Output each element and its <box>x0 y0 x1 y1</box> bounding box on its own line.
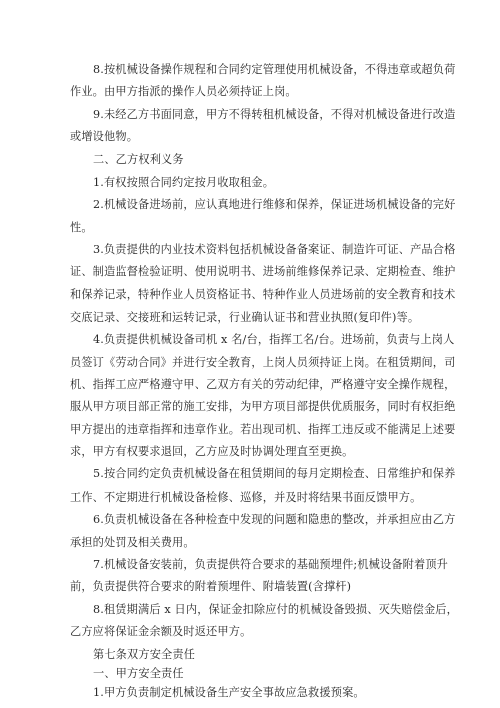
section-heading: 一、甲方安全责任 <box>93 666 184 680</box>
text-line: 前，负责提供符合要求的附着预埋件、附墙装置(含撑杆) <box>70 580 352 594</box>
text-line: 6.负责机械设备在各种检查中发现的问题和隐患的整改，并承担应由乙方 <box>93 512 456 526</box>
text-line: 求，甲方有权要求退回，乙方应及时协调处理直至更换。 <box>70 445 354 459</box>
text-line: 机、指挥工应严格遵守甲、乙双方有关的劳动纪律，严格遵守安全操作规程， <box>70 377 456 391</box>
text-line: 7.机械设备安装前，负责提供符合要求的基础预埋件;机械设备附着顶升 <box>93 557 449 571</box>
text-line: 甲方提出的违章指挥和违章作业。若出现司机、指挥工违反或不能满足上述要 <box>70 423 456 437</box>
text-line: 2.机械设备进场前，应认真地进行维修和保养，保证进场机械设备的完好 <box>93 197 456 211</box>
text-line: 8.按机械设备操作规程和合同约定管理使用机械设备，不得违章或超负荷 <box>93 63 456 76</box>
text-line: 9.未经乙方书面同意，甲方不得转租机械设备，不得对机械设备进行改造 <box>93 108 456 122</box>
text-line: 证、制造监督检验证明、使用说明书、进场前维修保养记录、定期检查、维护 <box>70 265 456 279</box>
text-line: 3.负责提供的内业技术资料包括机械设备备案证、制造许可证、产品合格 <box>93 243 456 257</box>
text-line: 4.负责提供机械设备司机 x 名/台，指挥工名/台。进场前，负责与上岗人 <box>93 332 455 346</box>
text-line: 或增设他物。 <box>70 130 139 144</box>
text-line: 作业。由甲方指派的操作人员必须持证上岗。 <box>70 85 297 99</box>
text-line: 交底记录、交接班和运转记录，行业确认证书和营业执照(复印件)等。 <box>70 310 420 324</box>
text-line: 和保养记录，特种作业人员资格证书、特种作业人员进场前的安全教育和技术 <box>70 288 456 302</box>
text-line: 1.甲方负责制定机械设备生产安全事故应急救援预案。 <box>93 686 365 699</box>
text-line: 服从甲方项目部正常的施工安排，为甲方项目部提供优质服务，同时有权拒绝 <box>70 400 456 413</box>
text-line: 工作、不定期进行机械设备检修、巡修，并及时将结果书面反馈甲方。 <box>70 490 422 504</box>
text-line: 员签订《劳动合同》并进行安全教育，上岗人员须持证上岗。在租赁期间，司 <box>70 355 456 369</box>
text-line: 1.有权按照合同约定按月收取租金。 <box>93 175 275 189</box>
text-line: 乙方应将保证金余额及时返还甲方。 <box>70 625 252 639</box>
text-line: 性。 <box>70 220 93 234</box>
article-heading: 第七条双方安全责任 <box>93 647 196 661</box>
text-line: 8.租赁期满后 x 日内，保证金扣除应付的机械设备毁损、灭失赔偿金后， <box>93 603 458 617</box>
section-heading: 二、乙方权利义务 <box>93 152 184 166</box>
text-line: 5.按合同约定负责机械设备在租赁期间的每月定期检查、日常维护和保养 <box>93 467 456 481</box>
text-line: 承担的处罚及相关费用。 <box>70 535 195 549</box>
